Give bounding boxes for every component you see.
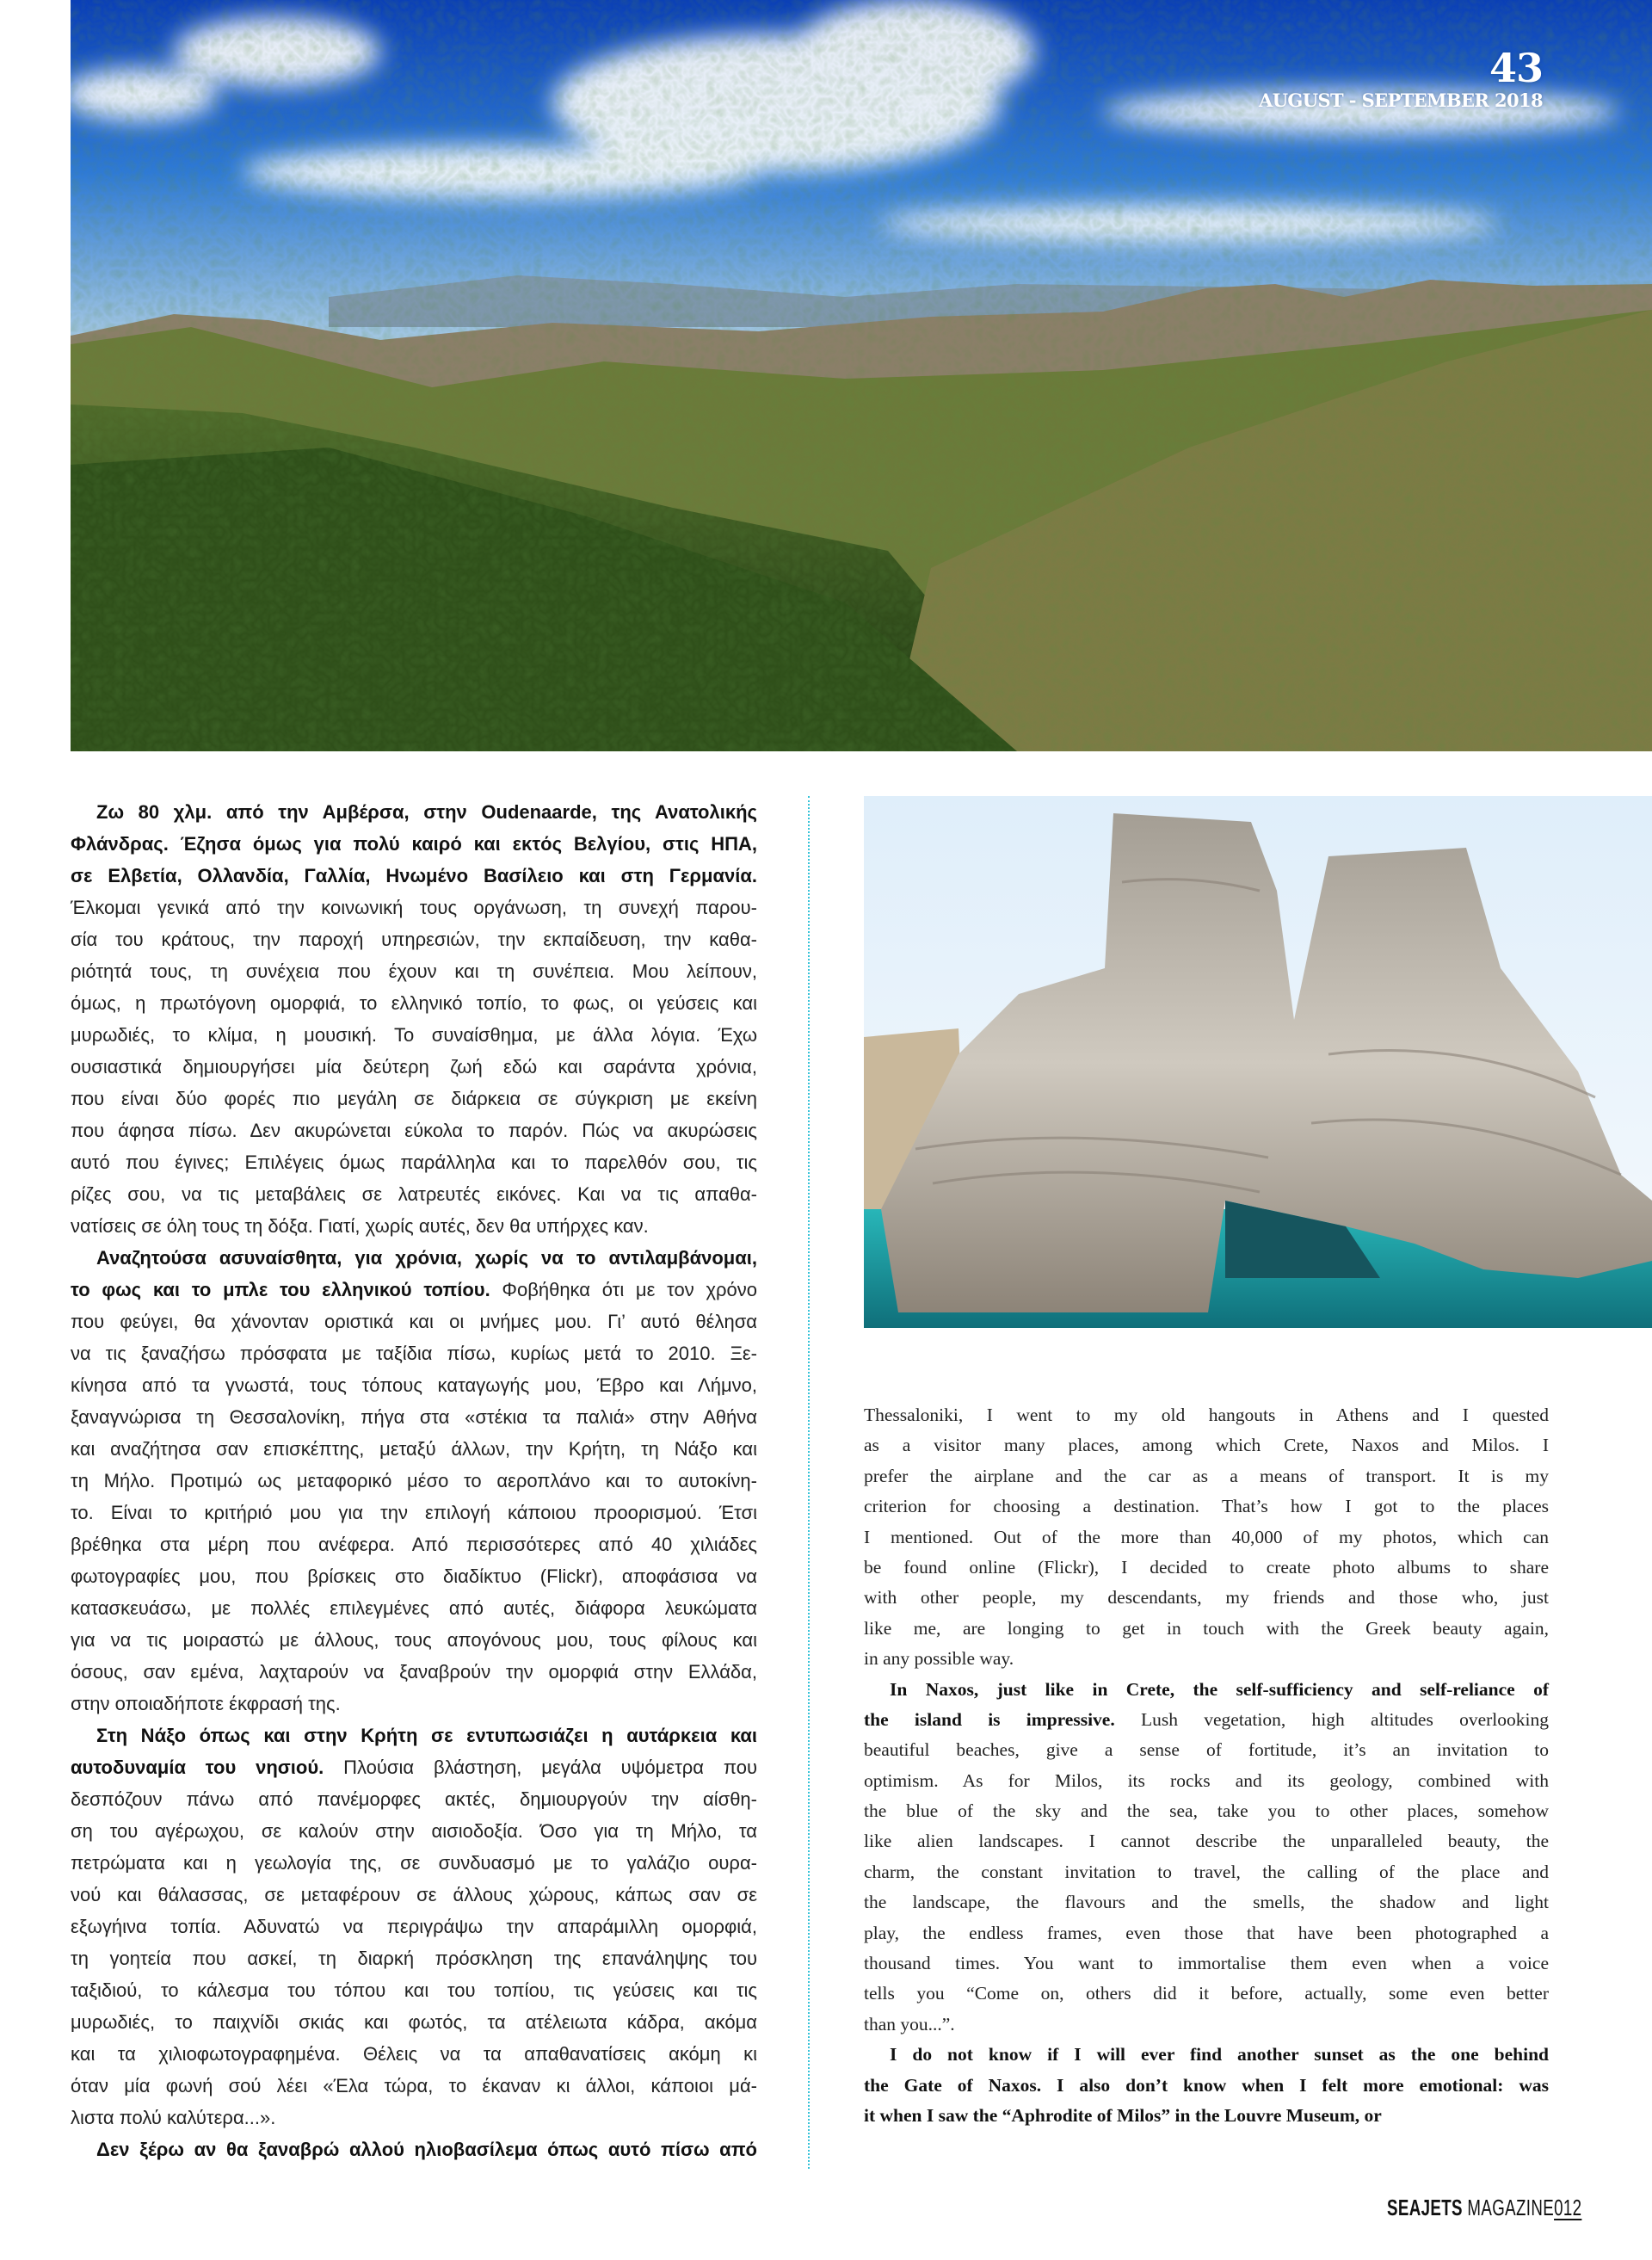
bold-lead-text: το φως και το μπλε του ελληνικού τοπίου. [71, 1279, 490, 1300]
text-line [71, 1083, 757, 1115]
text-line [864, 1979, 1549, 2009]
text-line [71, 1592, 757, 1624]
body-text: τη γοητεία που ασκεί, τη διαρκή πρόσκληση της επανάληψης του [71, 1948, 757, 1969]
text-line [71, 1274, 757, 1306]
text-line [71, 2102, 757, 2133]
body-text: like me, are longing to get in touch with the Greek beauty again, [864, 1617, 1549, 1639]
text-line [864, 1430, 1549, 1460]
bold-lead-text: Δεν ξέρω αν θα ξαναβρώ αλλού ηλιοβασίλεμα όπως αυτό πίσω από [96, 2139, 757, 2160]
body-text: στην οποιαδήποτε έκφρασή της. [71, 1693, 341, 1714]
magazine-footer [1387, 2195, 1581, 2221]
text-line [71, 1815, 757, 1847]
text-line [864, 2010, 1549, 2040]
body-text: in any possible way. [864, 1648, 1014, 1670]
text-line [71, 1911, 757, 1942]
text-line [864, 1614, 1549, 1644]
text-line [864, 1675, 1549, 1705]
text-line [864, 2101, 1549, 2131]
text-line [71, 1720, 757, 1751]
text-line [71, 2006, 757, 2038]
text-line [71, 987, 757, 1019]
body-text: play, the endless frames, even those that have been photographed a [864, 1922, 1549, 1943]
text-line [864, 1461, 1549, 1491]
text-line [71, 1051, 757, 1083]
milos-rock-photo [864, 796, 1652, 1328]
text-line [71, 1879, 757, 1911]
body-text: κίνησα από τα γνωστά, τους τόπους καταγωγής μου, Έβρο και Λήμνο, [71, 1374, 757, 1396]
footer-magazine: MAGAZINE [1467, 2195, 1555, 2220]
text-line [71, 1624, 757, 1656]
text-line [71, 1401, 757, 1433]
text-line [864, 1857, 1549, 1887]
body-text: που άφησα πίσω. Δεν ακυρώνεται εύκολα το παρόν. Πώς να ακυρώσεις [71, 1120, 757, 1141]
text-line [71, 1115, 757, 1146]
text-line [864, 1553, 1549, 1583]
bold-lead-text: Φλάνδρας. Έζησα όμως για πολύ καιρό και εκτός Βελγίου, στις ΗΠΑ, [71, 833, 757, 855]
text-line [864, 1400, 1549, 1430]
text-line [71, 923, 757, 955]
text-line [71, 1688, 757, 1720]
text-line [71, 1974, 757, 2006]
body-text: Lush vegetation, high altitudes overlooking [1114, 1708, 1549, 1730]
body-text: όταν μία φωνή σού λέει «Έλα τώρα, το έκαναν κι άλλοι, κάποιοι μά- [71, 2075, 757, 2096]
body-text: και αναζήτησα σαν επισκέπτης, μεταξύ άλλων, την Κρήτη, τη Νάξο και [71, 1438, 757, 1460]
body-text: για να τις μοιραστώ με άλλους, τους απογόνους μου, τους φίλους και [71, 1629, 757, 1651]
landscape-photo-naxos [71, 0, 1652, 751]
text-line [71, 1497, 757, 1528]
body-text: δεσπόζουν πάνω από πανέμορφες ακτές, δημιουργούν την αίσθη- [71, 1788, 757, 1810]
text-line [71, 1146, 757, 1178]
bold-lead-text: σε Ελβετία, Ολλανδία, Γαλλία, Ηνωμένο Βασίλειο και στη Γερμανία. [71, 865, 757, 886]
english-text-column [864, 1400, 1549, 2131]
text-line [864, 1735, 1549, 1765]
text-line [864, 1583, 1549, 1613]
body-text: prefer the airplane and the car as a means of transport. It is my [864, 1465, 1549, 1486]
bold-lead-text: Στη Νάξο όπως και στην Κρήτη σε εντυπωσιάζει η αυτάρκεια και [96, 1725, 757, 1746]
body-text: όσους, σαν εμένα, λαχταρούν να ξαναβρούν την ομορφιά στην Ελλάδα, [71, 1661, 757, 1683]
text-line [864, 1887, 1549, 1917]
text-line [71, 1178, 757, 1210]
body-text: ρίζες σου, να τις μεταβάλεις σε λατρευτές εικόνες. Και να τις απαθα- [71, 1183, 757, 1205]
bold-lead-text: it when I saw the “Aphrodite of Milos” in the Louvre Museum, or [864, 2104, 1382, 2126]
body-text: μυρωδιές, το κλίμα, η μουσική. Το συναίσθημα, με άλλα λόγια. Έχω [71, 1024, 757, 1046]
text-line [71, 1560, 757, 1592]
text-line [71, 1242, 757, 1274]
text-line [864, 2071, 1549, 2101]
body-text: αυτό που έγινες; Επιλέγεις όμως παράλληλα και το παρελθόν σου, τις [71, 1152, 757, 1173]
text-line [71, 828, 757, 860]
bold-lead-text: the island is impressive. [864, 1708, 1115, 1730]
body-text: όμως, η πρωτόγονη ομορφιά, το ελληνικό τοπίο, το φως, οι γεύσεις και [71, 992, 757, 1014]
text-line [71, 1337, 757, 1369]
body-text: να τις ξαναζήσω πρόσφατα με ταξίδια πίσω, κυρίως μετά το 2010. Ξε- [71, 1343, 757, 1364]
body-text: ση του αγέρωχου, σε καλούν στην αισιοδοξία. Όσο για τη Μήλο, τα [71, 1820, 757, 1842]
body-text: thousand times. You want to immortalise them even when a voice [864, 1953, 1549, 1974]
text-line [864, 1826, 1549, 1856]
body-text: νατίσεις σε όλη τους τη δόξα. Γιατί, χωρίς αυτές, δεν θα υπήρχες καν. [71, 1215, 649, 1237]
text-line [71, 2038, 757, 2070]
body-text: που φεύγει, θα χάνονταν οριστικά και οι μνήμες μου. Γι’ αυτό θέλησα [71, 1311, 757, 1332]
text-line [71, 1656, 757, 1688]
issue-date: AUGUST - SEPTEMBER 2018 [1259, 90, 1543, 111]
footer-brand: SEAJETS [1387, 2195, 1463, 2220]
body-text: και τα χιλιοφωτογραφημένα. Θέλεις να τα απαθανατίσεις ακόμη κι [71, 2043, 757, 2065]
body-text: the blue of the sky and the sea, take you to other places, somehow [864, 1800, 1549, 1822]
body-text: Thessaloniki, I went to my old hangouts in Athens and I quested [864, 1405, 1549, 1425]
text-line [864, 1491, 1549, 1522]
issue-number: 43 [1489, 45, 1543, 91]
body-text: ταξιδιού, το κάλεσμα του τόπου και του τοπίου, τις γεύσεις και τις [71, 1979, 757, 2001]
body-text: πετρώματα και η γεωλογία της, σε συνδυασμό με το γαλάζιο ουρα- [71, 1852, 757, 1874]
text-line [864, 1918, 1549, 1948]
bold-lead-text: Ζω 80 χλμ. από την Αμβέρσα, στην Oudenaarde, της Ανατολικής [96, 801, 757, 823]
text-line [864, 1948, 1549, 1979]
text-line [71, 1465, 757, 1497]
text-line [864, 1705, 1549, 1735]
body-text: κατασκευάσω, με πολλές επιλεγμένες από αυτές, διάφορα λευκώματα [71, 1597, 757, 1619]
text-line [864, 1522, 1549, 1553]
column-divider [808, 796, 810, 2169]
bold-lead-text: αυτοδυναμία του νησιού. [71, 1757, 324, 1778]
body-text: with other people, my descendants, my friends and those who, just [864, 1587, 1549, 1609]
text-line [71, 1783, 757, 1815]
body-text: Έλκομαι γενικά από την κοινωνική τους οργάνωση, τη συνεχή παρου- [71, 897, 757, 918]
body-text: εξωγήινα τοπία. Αδυνατώ να περιγράψω την απαράμιλλη ομορφιά, [71, 1916, 757, 1937]
text-line [71, 2070, 757, 2102]
body-text: ξαναγνώρισα τη Θεσσαλονίκη, πήγα στα «στέκια τα παλιά» στην Αθήνα [71, 1406, 757, 1428]
body-text: optimism. As for Milos, its rocks and its geology, combined with [864, 1769, 1549, 1791]
body-text: το. Είναι το κριτήριό μου για την επιλογή κάποιου προορισμού. Έτσι [71, 1502, 757, 1523]
text-line [71, 1433, 757, 1465]
body-text: criterion for choosing a destination. That’s how I got to the places [864, 1496, 1549, 1517]
body-text: τη Μήλο. Προτιμώ ως μεταφορικό μέσο το αεροπλάνο και το αυτοκίνη- [71, 1470, 757, 1491]
body-text: beautiful beaches, give a sense of fortitude, it’s an invitation to [864, 1739, 1549, 1761]
text-line [71, 2133, 757, 2165]
text-line [71, 1210, 757, 1242]
bold-lead-text: In Naxos, just like in Crete, the self-sufficiency and self-reliance of [890, 1678, 1549, 1700]
body-text: charm, the constant invitation to travel, the calling of the place and [864, 1861, 1549, 1882]
body-text: than you...”. [864, 2013, 955, 2035]
text-line [71, 955, 757, 987]
text-line [71, 860, 757, 892]
text-line [71, 892, 757, 923]
greek-text-column [71, 796, 757, 2165]
body-text: the landscape, the flavours and the smells, the shadow and light [864, 1892, 1549, 1913]
body-text: που είναι δύο φορές πιο μεγάλη σε διάρκεια σε σύγκριση με εκείνη [71, 1088, 757, 1109]
body-text: ριότητά τους, τη συνέχεια που έχουν και τη συνέπεια. Μου λείπουν, [71, 960, 757, 982]
body-text: ουσιαστικά δημιουργήσει μία δεύτερη ζωή εδώ και σαράντα χρόνια, [71, 1056, 757, 1078]
bold-lead-text: Αναζητούσα ασυναίσθητα, για χρόνια, χωρίς να το αντιλαμβάνομαι, [96, 1247, 757, 1269]
text-line [71, 796, 757, 828]
body-text: Φοβήθηκα ότι με τον χρόνο [490, 1279, 758, 1300]
bold-lead-text: the Gate of Naxos. I also don’t know when I felt more emotional: was [864, 2074, 1549, 2096]
text-line [864, 1796, 1549, 1826]
text-line [71, 1369, 757, 1401]
text-line [71, 1528, 757, 1560]
body-text: νού και θάλασσας, σε μεταφέρουν σε άλλους χώρους, κάπως σαν σε [71, 1884, 757, 1905]
body-text: as a visitor many places, among which Crete, Naxos and Milos. I [864, 1435, 1549, 1456]
body-text: σία του κράτους, την παροχή υπηρεσιών, την εκπαίδευση, την καθα- [71, 929, 757, 950]
text-line [71, 1019, 757, 1051]
body-text: Πλούσια βλάστηση, μεγάλα υψόμετρα που [324, 1757, 757, 1778]
bold-lead-text: I do not know if I will ever find another sunset as the one behind [890, 2044, 1549, 2065]
text-line [71, 1751, 757, 1783]
text-line [864, 2040, 1549, 2070]
text-line [71, 1942, 757, 1974]
text-line [71, 1306, 757, 1337]
body-text: I mentioned. Out of the more than 40,000 of my photos, which can [864, 1526, 1549, 1547]
text-line [864, 1766, 1549, 1796]
body-text: be found online (Flickr), I decided to create photo albums to share [864, 1556, 1549, 1578]
footer-issue: 012 [1554, 2195, 1582, 2220]
body-text: tells you “Come on, others did it before, actually, some even better [864, 1983, 1549, 2004]
body-text: like alien landscapes. I cannot describe the unparalleled beauty, the [864, 1831, 1549, 1852]
body-text: λιστα πολύ καλύτερα...». [71, 2107, 276, 2128]
body-text: μυρωδιές, το παιχνίδι σκιάς και φωτός, τα ατέλειωτα κάδρα, ακόμα [71, 2011, 757, 2033]
text-line [71, 1847, 757, 1879]
body-text: βρέθηκα στα μέρη που ανέφερα. Από περισσότερες από 40 χιλιάδες [71, 1534, 757, 1555]
text-line [864, 1644, 1549, 1674]
body-text: φωτογραφίες μου, που βρίσκεις στο διαδίκτυο (Flickr), αποφάσισα να [71, 1565, 757, 1587]
